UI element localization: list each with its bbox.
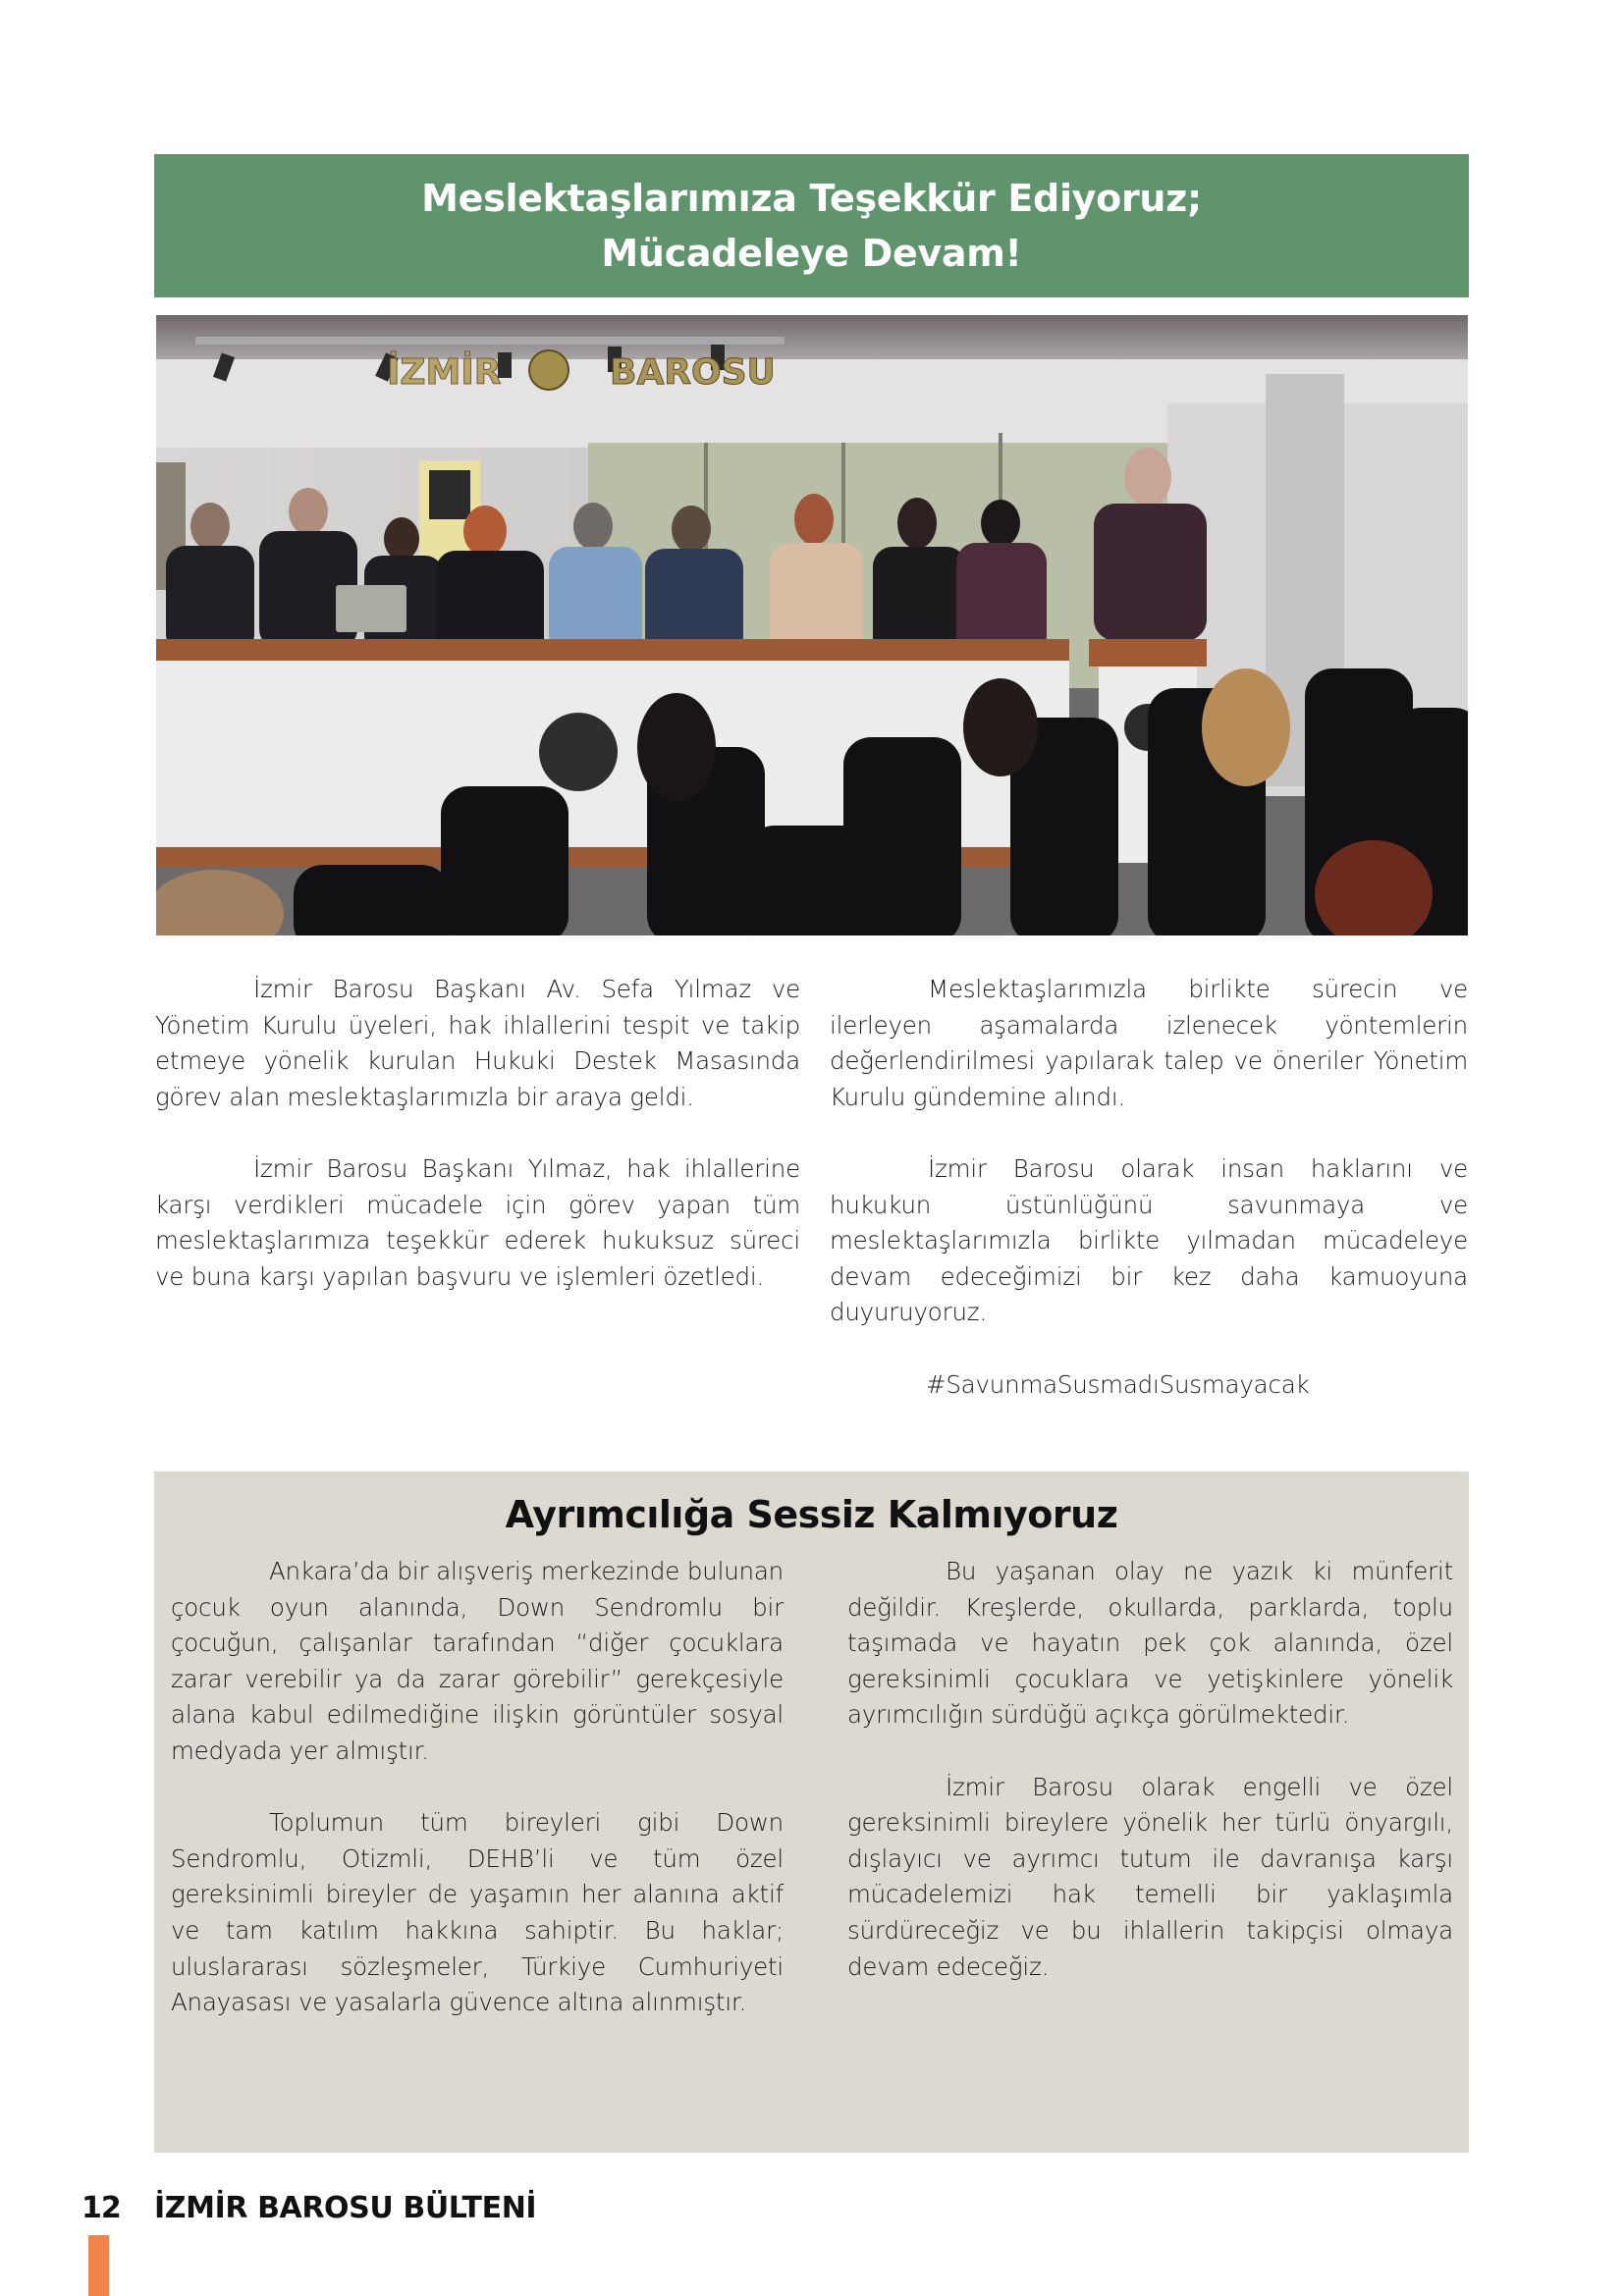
air-conditioner-vent [429,470,470,519]
article1-paragraph: Meslektaşlarımızla birlikte sürecin ve ilerleyen aşamalarda izlenecek yöntemlerin değerlendirilmesi yapılarak talep ve öneriler Yönetim Kurulu gündemine alındı. [830,975,1468,1111]
wall-sign-left: İZMİR [387,352,502,393]
article1-left-column [155,972,800,1295]
article2-paragraph: Toplumun tüm bireyleri gibi Down Sendromlu, Otizmli, DEHB’li ve tüm özel gereksinimli bireyler de yaşamın her alanına aktif ve tam katılım hakkına sahiptir. Bu haklar; uluslararası sözleşmeler, Türkiye Cumhuriyeti Anayasası ve yasalarla güvence altına alınmıştır. [171,1808,784,2017]
meeting-photo-illustration [156,315,1468,935]
article2-right-column [847,1554,1453,1985]
podium-top [1089,639,1207,667]
article-title-banner [154,154,1469,297]
article1-right-column [830,972,1468,1403]
article1-paragraph: İzmir Barosu Başkanı Yılmaz, hak ihlallerine karşı verdikleri mücadele için görev yapan tüm meslektaşlarımıza teşekkür ederek hukuksuz süreci ve buna karşı yapılan başvuru ve işlemleri özetledi. [155,1153,800,1291]
page-number: 12 [81,2191,121,2225]
page-accent-bar [88,2235,109,2296]
table-top [156,639,1069,661]
article1-paragraph: İzmir Barosu Başkanı Av. Sefa Yılmaz ve Yönetim Kurulu üyeleri, hak ihlallerini tespit ve takip etmeye yönelik kurulan Hukuki Destek Masasında görev alan meslektaşlarımızla bir araya geldi. [155,975,800,1111]
article2-title: Ayrımcılığa Sessiz Kalmıyoruz [505,1493,1118,1536]
panel-members [166,488,1047,659]
table-emblem-icon [539,713,618,791]
light-rail [195,337,785,345]
article-title-line-1: Meslektaşlarımıza Teşekkür Ediyoruz; [421,177,1202,220]
hashtag: #SavunmaSusmadıSusmayacak [926,1369,1310,1399]
article2-paragraph: Ankara’da bir alışveriş merkezinde bulunan çocuk oyun alanında, Down Sendromlu bir çocuğun, çalışanlar tarafından “diğer çocuklara zarar verebilir ya da zarar görebilir” gerekçesiyle alana kabul edilmediğine ilişkin görüntüler sosyal medyada yer almıştır. [171,1557,784,1765]
wall-sign-right: BAROSU [610,352,776,393]
speaker-body [1094,504,1207,641]
laptop [336,585,406,632]
publication-title: İZMİR BAROSU BÜLTENİ [154,2191,537,2225]
article-title-line-2: Mücadeleye Devam! [601,232,1022,275]
bar-emblem-icon [529,350,568,390]
article2-left-column [171,1554,784,2021]
article1-paragraph: İzmir Barosu olarak insan haklarını ve hukukun üstünlüğünü savunmaya ve meslektaşlarımızla birlikte yılmadan mücadeleye devam edeceğimizi bir kez daha kamuoyuna duyuruyoruz. [830,1153,1468,1327]
article2-paragraph: İzmir Barosu olarak engelli ve özel gereksinimli bireylere yönelik her türlü önyargılı, dışlayıcı ve ayrımcı tutum ile davranışa karşı mücadelemizi hak temelli bir yaklaşımla sürdüreceğiz ve bu ihlallerin takipçisi olmaya devam edeceğiz. [847,1772,1453,1981]
speaker-head [1124,448,1171,507]
meeting-photo [156,315,1468,935]
article2-paragraph: Bu yaşanan olay ne yazık ki münferit değildir. Kreşlerde, okullarda, parklarda, toplu taşımada ve hayatın pek çok alanında, özel gereksinimli çocuklara ve yetişkinlere yönelik ayrımcılığın sürdüğü açıkça görülmektedir. [847,1557,1453,1730]
